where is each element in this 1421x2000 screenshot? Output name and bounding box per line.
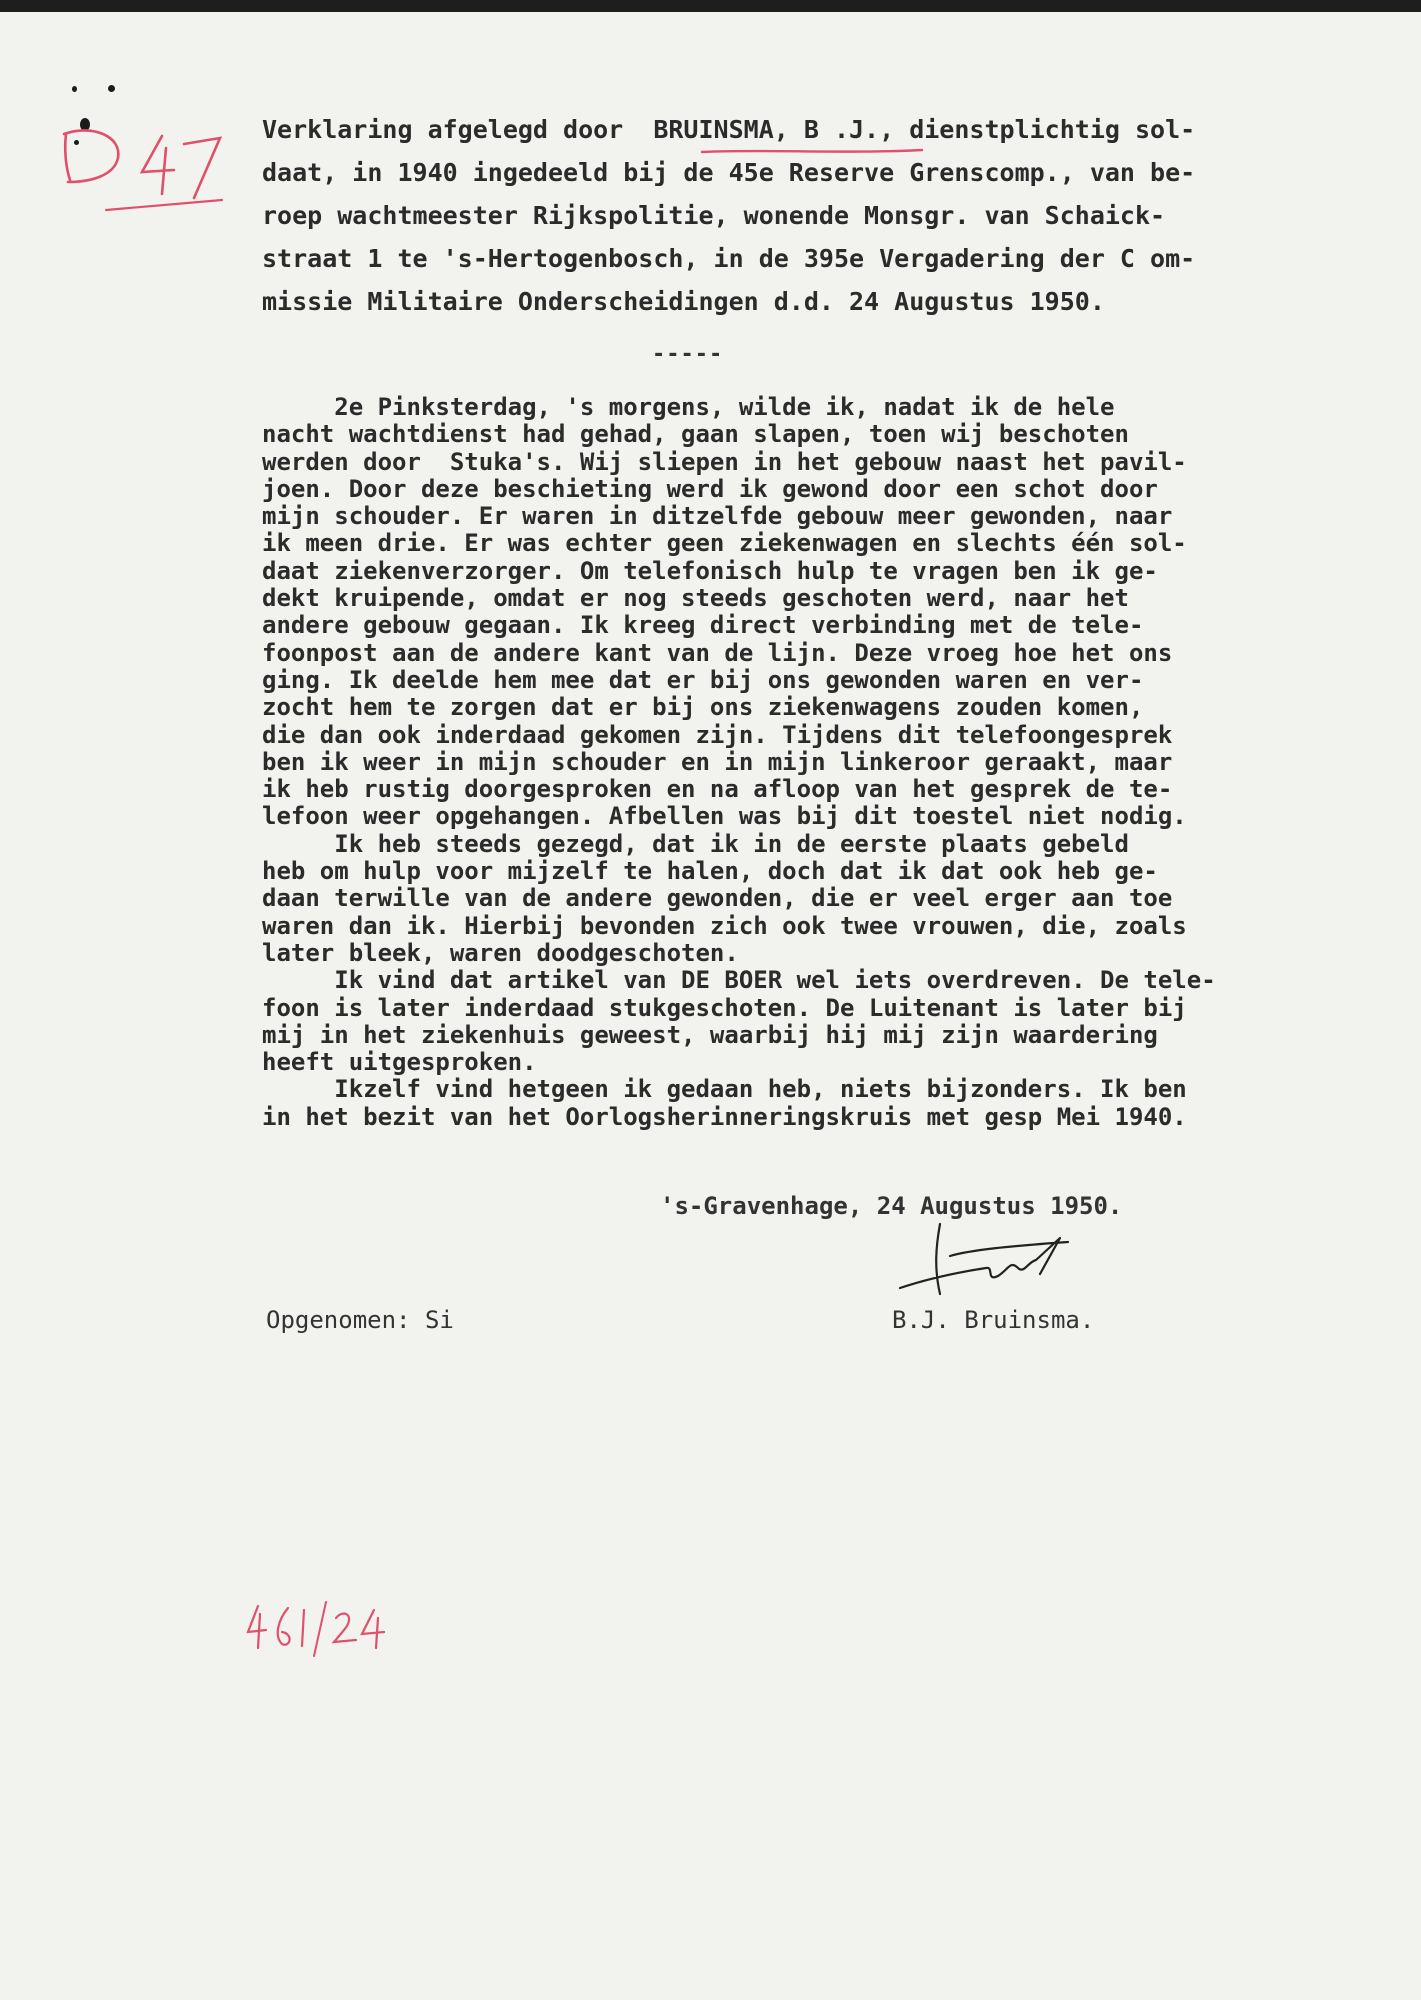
body-line: nacht wachtdienst had gehad, gaan slapen, toen wij beschoten bbox=[262, 420, 1129, 449]
statement-body bbox=[262, 394, 1216, 1131]
body-line: waren dan ik. Hierbij bevonden zich ook twee vrouwen, die, zoals bbox=[262, 911, 1187, 940]
body-line: mijn schouder. Er waren in ditzelfde gebouw meer gewonden, naar bbox=[262, 502, 1173, 531]
signature bbox=[890, 1216, 1090, 1306]
body-line: heb om hulp voor mijzelf te halen, doch dat ik dat ook heb ge- bbox=[262, 857, 1158, 886]
ink-dot bbox=[108, 85, 115, 92]
body-line: foon is later inderdaad stukgeschoten. De Luitenant is later bij bbox=[262, 993, 1187, 1022]
body-line: daan terwille van de andere gewonden, die er veel erger aan toe bbox=[262, 884, 1173, 913]
body-line: in het bezit van het Oorlogsherinneringskruis met gesp Mei 1940. bbox=[262, 1102, 1187, 1131]
body-line: 2e Pinksterdag, 's morgens, wilde ik, nadat ik de hele bbox=[262, 393, 1115, 421]
body-line: daat ziekenverzorger. Om telefonisch hulp te vragen ben ik ge- bbox=[262, 556, 1158, 585]
body-line: andere gebouw gegaan. Ik kreeg direct verbinding met de tele- bbox=[262, 611, 1144, 640]
header-line: daat, in 1940 ingedeeld bij de 45e Reserve Grenscomp., van be- bbox=[262, 158, 1196, 187]
body-line: heeft uitgesproken. bbox=[262, 1048, 537, 1077]
body-line: Ik vind dat artikel van DE BOER wel iets overdreven. De tele- bbox=[262, 966, 1216, 995]
body-line: ik heb rustig doorgesproken en na afloop van het gesprek de te- bbox=[262, 775, 1173, 804]
handwritten-code-bottom bbox=[244, 1596, 404, 1666]
place-and-date: 's-Gravenhage, 24 Augustus 1950. bbox=[660, 1192, 1123, 1220]
body-line: mij in het ziekenhuis geweest, waarbij hij mij zijn waardering bbox=[262, 1020, 1158, 1049]
body-line: foonpost aan de andere kant van de lijn. Deze vroeg hoe het ons bbox=[262, 638, 1173, 667]
body-line: werden door Stuka's. Wij sliepen in het gebouw naast het pavil- bbox=[262, 447, 1187, 476]
body-line: ben ik weer in mijn schouder en in mijn linkeroor geraakt, maar bbox=[262, 747, 1173, 776]
signer-name: B.J. Bruinsma. bbox=[892, 1306, 1095, 1334]
body-line: ik meen drie. Er was echter geen ziekenwagen en slechts één sol- bbox=[262, 529, 1187, 558]
ink-dot bbox=[72, 86, 77, 92]
body-line: ging. Ik deelde hem mee dat er bij ons gewonden waren en ver- bbox=[262, 665, 1144, 694]
body-line: zocht hem te zorgen dat er bij ons ziekenwagens zouden komen, bbox=[262, 693, 1144, 722]
header-line: straat 1 te 's-Hertogenbosch, in de 395e Vergadering der C om- bbox=[262, 244, 1196, 273]
body-line: joen. Door deze beschieting werd ik gewond door een schot door bbox=[262, 474, 1158, 503]
recorded-by: Opgenomen: Si bbox=[266, 1306, 454, 1334]
body-line: Ikzelf vind hetgeen ik gedaan heb, niets bijzonders. Ik ben bbox=[262, 1075, 1187, 1104]
body-line: dekt kruipende, omdat er nog steeds geschoten werd, naar het bbox=[262, 584, 1129, 613]
handwritten-code-top bbox=[44, 110, 234, 220]
name-underline bbox=[700, 144, 925, 158]
header-line: Verklaring afgelegd door BRUINSMA, B .J., dienstplichtig sol- bbox=[262, 115, 1196, 144]
document-page bbox=[0, 12, 1421, 2000]
scan-frame-edge bbox=[0, 0, 1421, 12]
separator: ----- bbox=[652, 342, 724, 367]
body-line: lefoon weer opgehangen. Afbellen was bij dit toestel niet nodig. bbox=[262, 802, 1187, 831]
body-line: Ik heb steeds gezegd, dat ik in de eerste plaats gebeld bbox=[262, 829, 1129, 858]
statement-header bbox=[262, 108, 1195, 323]
body-line: die dan ook inderdaad gekomen zijn. Tijdens dit telefoongesprek bbox=[262, 720, 1173, 749]
body-line: later bleek, waren doodgeschoten. bbox=[262, 938, 739, 967]
header-line: roep wachtmeester Rijkspolitie, wonende Monsgr. van Schaick- bbox=[262, 201, 1166, 230]
header-line: missie Militaire Onderscheidingen d.d. 24 Augustus 1950. bbox=[262, 287, 1105, 316]
